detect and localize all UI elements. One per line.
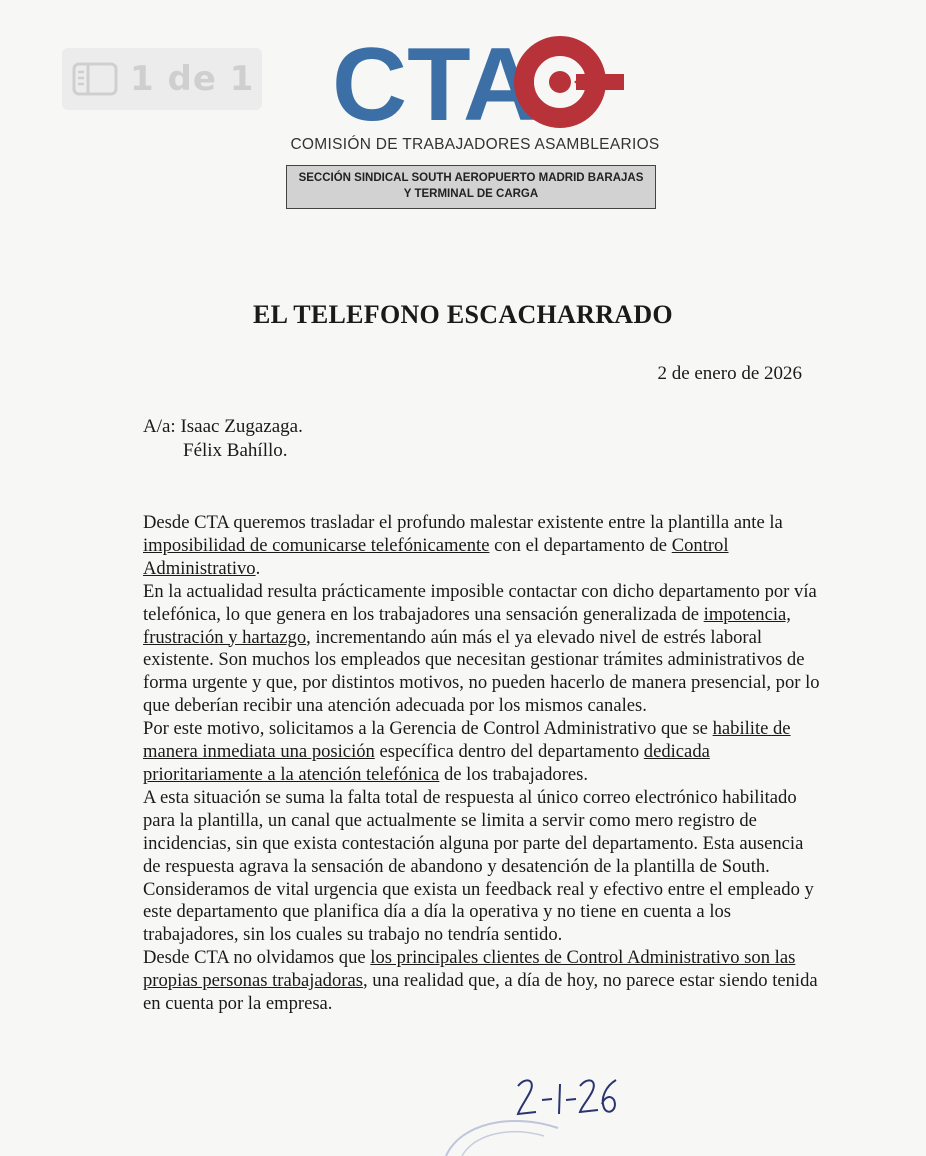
body-paragraph <box>143 947 823 1016</box>
text-run: con el departamento de <box>489 534 672 556</box>
text-run: A esta situación se suma la falta total de respuesta al único correo electrónico habilitado para la plantilla, un canal que actualmente se limita a servir como mero registro de incidencias, sin que exista contestación alguna por parte del departamento. Esta ausencia de respuesta agrava la sensación de abandono y desatención de la plantilla de South. <box>143 786 804 877</box>
body-paragraph <box>143 879 823 948</box>
page-view-icon <box>72 62 118 96</box>
text-run: En la actualidad resulta prácticamente imposible contactar con dicho departamento por vía telefónica, lo que genera en los trabajadores una sensación generalizada de <box>143 580 817 625</box>
text-run: específica dentro del departamento <box>374 741 644 763</box>
logo-letters: CTA <box>332 28 539 138</box>
section-banner <box>286 165 656 209</box>
addressee-line-2: Félix Bahíllo. <box>183 440 288 461</box>
body-paragraph <box>143 787 823 879</box>
cta-logo <box>328 28 628 138</box>
text-run: Consideramos de vital urgencia que exista un feedback real y efectivo entre el empleado y este departamento que planifica día a día la operativa y no tiene en cuenta a los trabajadores, sin los cuales su trabajo no tendría sentido. <box>143 878 814 946</box>
letter-body <box>143 512 823 1016</box>
addressee <box>143 415 303 463</box>
underlined-phrase: los principales clientes de Control Administrativo son las propias personas trabajadoras <box>143 947 796 992</box>
text-run: Por este motivo, solicitamos a la Gerencia de Control Administrativo que se <box>143 718 713 740</box>
underlined-phrase: Control Administrativo <box>143 534 729 579</box>
section-line-1: SECCIÓN SINDICAL SOUTH AEROPUERTO MADRID BARAJAS <box>298 172 644 184</box>
underlined-phrase: habilite de manera inmediata una posición <box>143 718 791 763</box>
org-name: COMISIÓN DE TRABAJADORES ASAMBLEARIOS <box>290 136 660 153</box>
letter-date: 2 de enero de 2026 <box>657 363 802 384</box>
page-indicator-label: 1 de 1 <box>130 59 255 99</box>
addressee-line-1: A/a: Isaac Zugazaga. <box>143 416 303 437</box>
text-run: de los trabajadores. <box>439 763 589 785</box>
text-run: . <box>255 557 261 579</box>
underlined-phrase: imposibilidad de comunicarse telefónicamente <box>143 534 490 556</box>
letter-title: EL TELEFONO ESCACHARRADO <box>253 300 673 329</box>
stamp-mark <box>440 1110 580 1156</box>
text-run: , incrementando aún más el ya elevado nivel de estrés laboral existente. Son muchos los empleados que necesitan gestionar trámites administrativos de forma urgente y que, por distintos motivos, no pueden hacerlo de manera presencial, por lo que deberían recibir una atención adecuada por los mismos canales. <box>143 626 820 717</box>
section-line-2: Y TERMINAL DE CARGA <box>403 188 539 200</box>
underlined-phrase: impotencia, frustración y hartazgo <box>143 603 791 648</box>
text-run: Desde CTA queremos trasladar el profundo malestar existente entre la plantilla ante la <box>143 512 783 533</box>
text-run: , una realidad que, a día de hoy, no parece estar siendo tenida en cuenta por la empresa. <box>143 970 818 1015</box>
body-paragraph <box>143 581 823 718</box>
body-paragraph <box>143 718 823 787</box>
body-paragraph <box>143 512 823 581</box>
underlined-phrase: dedicada prioritariamente a la atención telefónica <box>143 741 710 785</box>
text-run: Desde CTA no olvidamos que <box>143 947 371 969</box>
page-indicator <box>62 48 262 110</box>
